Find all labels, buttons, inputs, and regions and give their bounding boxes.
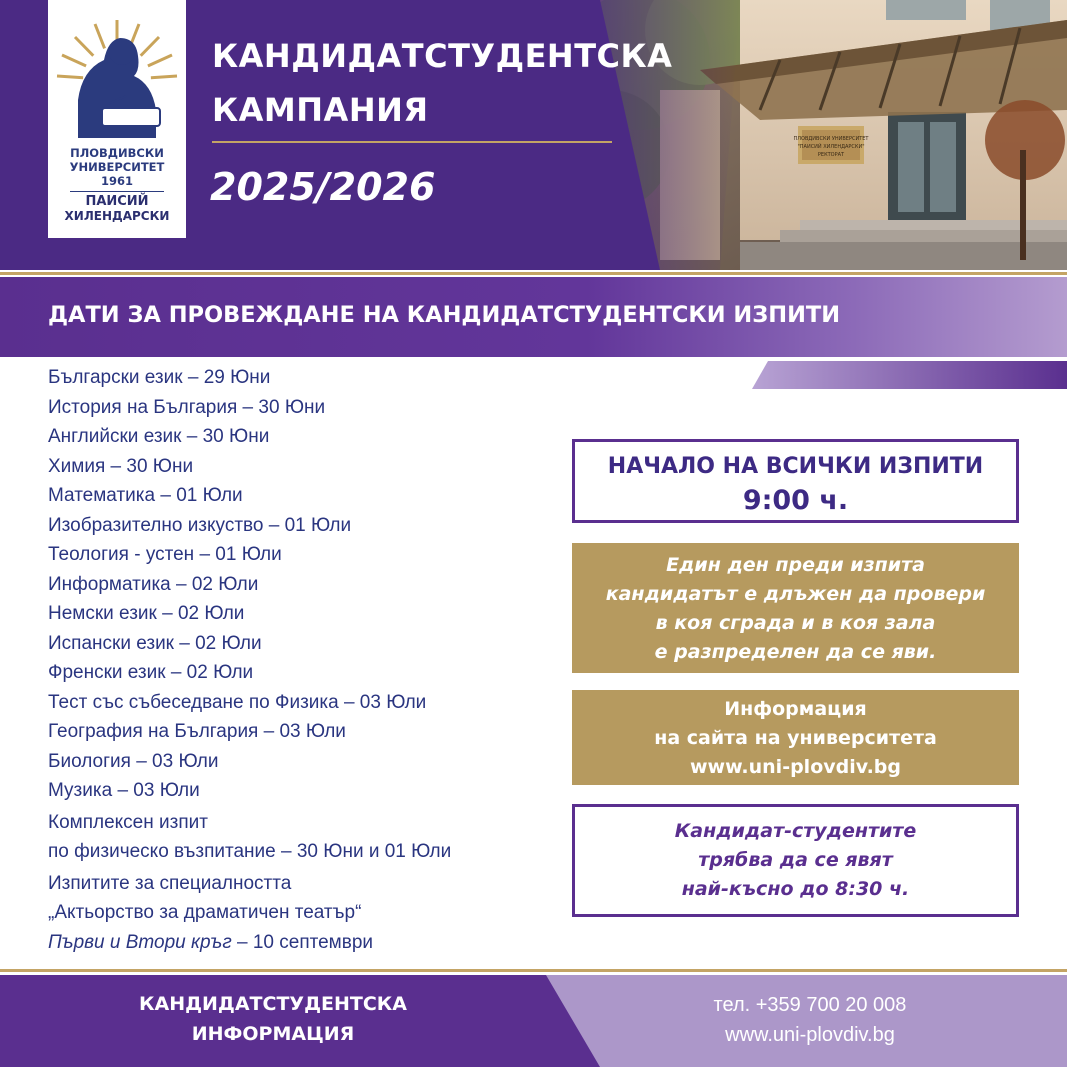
exam-item: Информатика – 02 Юли [48, 573, 259, 595]
building-sign-line-1: ПЛОВДИВСКИ УНИВЕРСИТЕТ [793, 136, 869, 142]
building-sign-line-2: "ПАИСИЙ ХИЛЕНДАРСКИ" [797, 144, 865, 150]
exam-theatre-line-3 [48, 928, 548, 958]
title-divider [212, 141, 612, 143]
check-room-notice [572, 543, 1019, 673]
arrival-line: най-късно до 8:30 ч. [681, 878, 910, 900]
university-logo [48, 0, 186, 238]
exam-item: Английски език – 30 Юни [48, 426, 270, 447]
footer-website-link[interactable]: www.uni-plovdiv.bg [725, 1024, 895, 1046]
arrival-line: Кандидат-студентите [674, 820, 917, 842]
exam-item: Испански език – 02 Юли [48, 632, 262, 654]
website-info-box [572, 690, 1019, 785]
exam-item: Изобразително изкуство – 01 Юли [48, 514, 352, 536]
logo-text-line-1: ПЛОВДИВСКИ [70, 146, 164, 160]
section-title-bar [0, 277, 1067, 357]
logo-emblem-icon [48, 0, 186, 148]
gold-divider-bottom [0, 969, 1067, 972]
exam-item: Тест със събеседване по Физика – 03 Юли [48, 691, 427, 713]
exam-schedule-list [48, 363, 548, 957]
footer-purple-shape [0, 975, 1067, 1067]
exam-item: География на България – 03 Юли [48, 721, 346, 742]
campaign-title-line-1: КАНДИДАТСТУДЕНТСКА [212, 37, 673, 75]
campaign-title-line-2: КАМПАНИЯ [212, 91, 429, 129]
check-room-line: кандидатът е длъжен да провери [605, 583, 986, 605]
exam-item: Теология - устен – 01 Юли [48, 544, 282, 565]
header-banner [0, 0, 1067, 270]
exam-item: История на България – 30 Юни [48, 396, 326, 418]
arrival-time-box [572, 804, 1019, 917]
check-room-line: Един ден преди изпита [666, 554, 925, 576]
gold-divider-top [0, 272, 1067, 275]
logo-text-line-5: ХИЛЕНДАРСКИ [64, 209, 170, 223]
logo-divider [70, 191, 164, 192]
footer-phone[interactable]: тел. +359 700 20 008 [713, 994, 907, 1016]
footer-title-line-1: КАНДИДАТСТУДЕНТСКА [138, 993, 408, 1015]
exam-theatre-round: Първи и Втори кръг [48, 931, 232, 953]
logo-text-line-2: УНИВЕРСИТЕТ [69, 160, 165, 174]
footer-title-line-2: ИНФОРМАЦИЯ [191, 1023, 355, 1045]
exam-theatre-line-1: Изпитите за специалността [48, 872, 292, 894]
logo-text-year: 1961 [100, 174, 133, 188]
exam-item: Музика – 03 Юли [48, 780, 200, 801]
section-title: ДАТИ ЗА ПРОВЕЖДАНЕ НА КАНДИДАТСТУДЕНТСКИ ИЗПИТИ [48, 302, 841, 328]
exam-item: Биология – 03 Юли [48, 750, 219, 772]
campaign-year: 2025/2026 [210, 165, 436, 209]
logo-text-line-4: ПАИСИЙ [85, 194, 149, 209]
website-info-link[interactable]: www.uni-plovdiv.bg [689, 756, 902, 778]
exam-theatre-line-2: „Актьорство за драматичен театър“ [48, 902, 362, 923]
check-room-line: е разпределен да се яви. [654, 641, 937, 663]
website-info-line: Информация [724, 698, 867, 720]
website-info-line: на сайта на университета [654, 727, 937, 749]
exam-theatre-date: – 10 септември [231, 931, 374, 953]
exam-item: Български език – 29 Юни [48, 367, 271, 388]
exam-complex-line-2: по физическо възпитание – 30 Юни и 01 Юли [48, 841, 452, 862]
footer-bar [0, 975, 1067, 1067]
exam-complex-line-1: Комплексен изпит [48, 811, 208, 833]
exam-item: Химия – 30 Юни [48, 455, 194, 477]
exam-start-time: 9:00 ч. [742, 485, 849, 516]
check-room-line: в коя сграда и в коя зала [655, 612, 936, 634]
exam-start-box [572, 439, 1019, 523]
exam-start-heading: НАЧАЛО НА ВСИЧКИ ИЗПИТИ [607, 454, 984, 479]
arrival-line: трябва да се явят [698, 849, 893, 871]
exam-item: Немски език – 02 Юли [48, 603, 245, 624]
building-sign-line-3: РЕКТОРАТ [817, 152, 845, 158]
exam-item: Математика – 01 Юли [48, 485, 243, 506]
exam-item: Френски език – 02 Юли [48, 662, 254, 683]
